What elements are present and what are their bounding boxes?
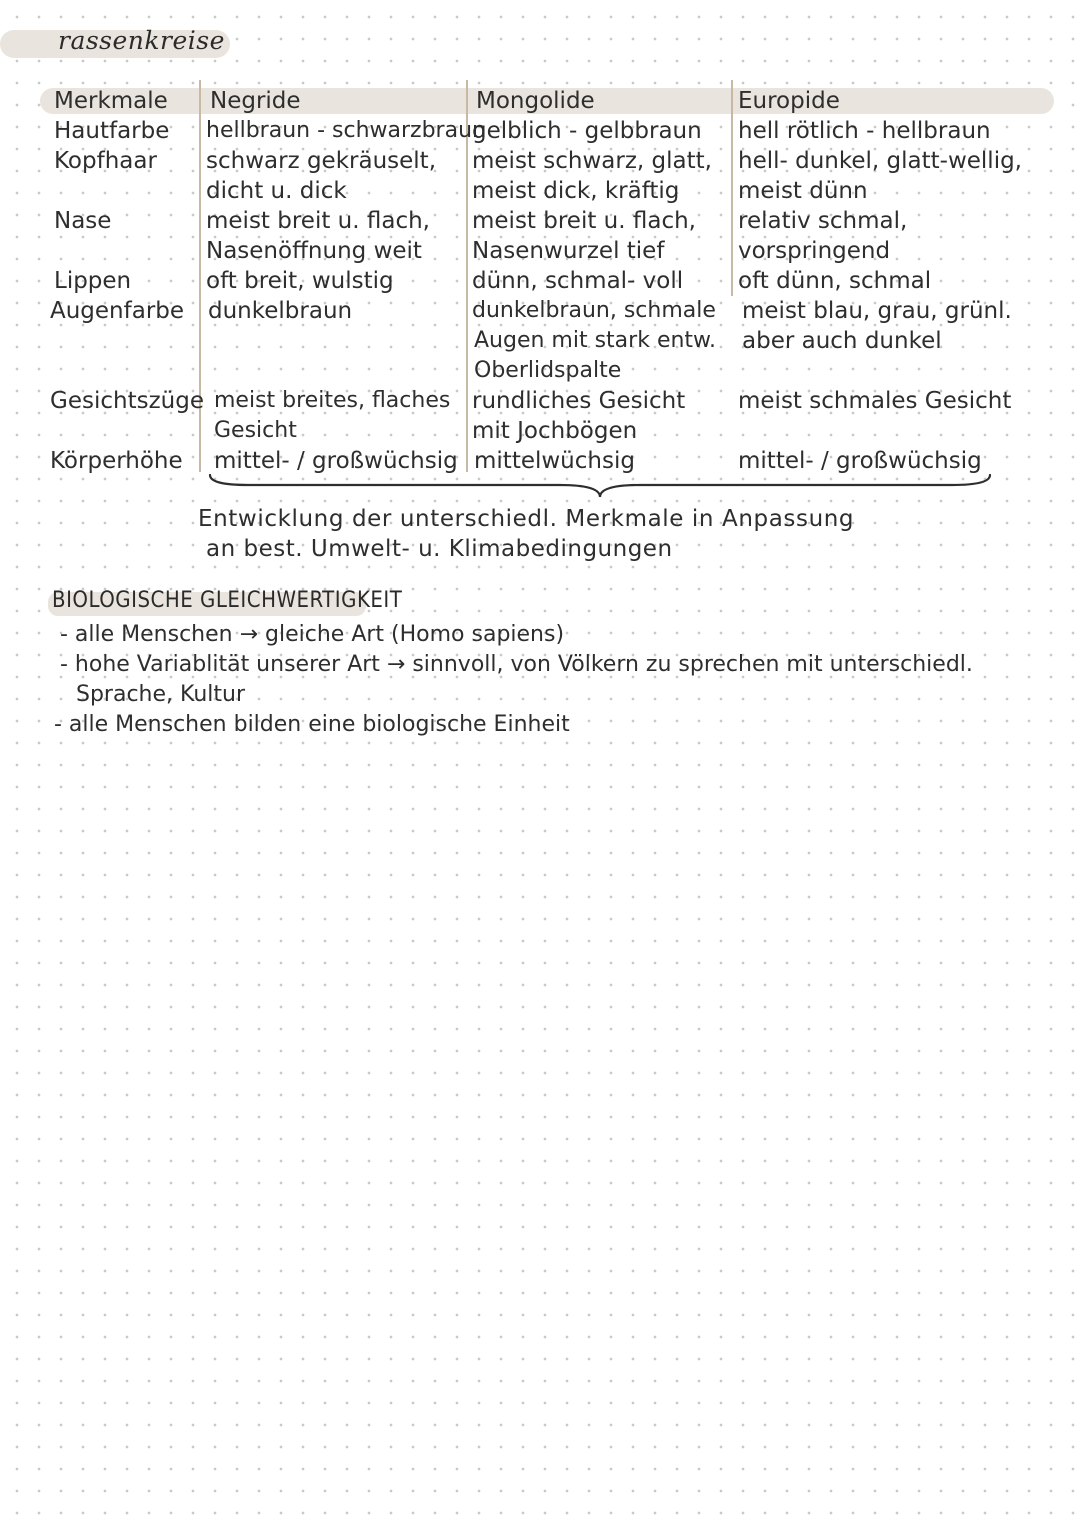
row-label: Gesichtszüge	[50, 388, 204, 414]
cell-mongolide: meist breit u. flach,	[472, 208, 696, 234]
page-title: rassenkreise	[58, 26, 225, 55]
section-line: - alle Menschen → gleiche Art (Homo sapiens)	[60, 622, 565, 647]
conclusion-line: Entwicklung der unterschiedl. Merkmale in Anpassung	[198, 506, 855, 532]
cell-mongolide: Oberlidspalte	[474, 358, 622, 383]
row-label: Lippen	[54, 268, 132, 294]
cell-negride: dunkelbraun	[208, 298, 353, 324]
section-line: - alle Menschen bilden eine biologische Einheit	[54, 712, 570, 737]
conclusion-line: an best. Umwelt- u. Klimabedingungen	[206, 536, 673, 562]
header-europide: Europide	[738, 88, 840, 114]
curly-brace	[208, 473, 992, 499]
column-divider	[731, 80, 733, 296]
cell-europide: aber auch dunkel	[742, 328, 942, 354]
row-label: Nase	[54, 208, 112, 234]
cell-europide: mittel- / großwüchsig	[738, 448, 982, 474]
cell-negride: oft breit, wulstig	[206, 268, 394, 294]
header-mongolide: Mongolide	[476, 88, 595, 114]
cell-mongolide: meist schwarz, glatt,	[472, 148, 712, 174]
cell-europide: oft dünn, schmal	[738, 268, 932, 294]
section-heading: BIOLOGISCHE GLEICHWERTIGKEIT	[52, 588, 403, 613]
row-label: Kopfhaar	[54, 148, 157, 174]
cell-europide: meist dünn	[738, 178, 868, 204]
cell-europide: hell- dunkel, glatt-wellig,	[738, 148, 1022, 174]
cell-negride: Gesicht	[214, 418, 297, 443]
cell-europide: meist schmales Gesicht	[738, 388, 1012, 414]
cell-europide: hell rötlich - hellbraun	[738, 118, 991, 144]
cell-mongolide: meist dick, kräftig	[472, 178, 680, 204]
cell-negride: meist breit u. flach,	[206, 208, 430, 234]
section-line: - hohe Variablität unserer Art → sinnvoll, von Völkern zu sprechen mit unterschiedl.	[60, 652, 973, 677]
cell-europide: meist blau, grau, grünl.	[742, 298, 1012, 324]
cell-mongolide: mittelwüchsig	[474, 448, 635, 474]
row-label: Hautfarbe	[54, 118, 170, 144]
cell-europide: relativ schmal,	[738, 208, 908, 234]
header-merkmale: Merkmale	[54, 88, 168, 114]
cell-mongolide: rundliches Gesicht	[472, 388, 686, 414]
cell-mongolide: Nasenwurzel tief	[472, 238, 665, 264]
row-label: Körperhöhe	[50, 448, 183, 474]
cell-mongolide: dünn, schmal- voll	[472, 268, 684, 294]
row-label: Augenfarbe	[50, 298, 185, 324]
cell-mongolide: dunkelbraun, schmale	[472, 298, 716, 323]
cell-negride: schwarz gekräuselt,	[206, 148, 436, 174]
cell-negride: dicht u. dick	[206, 178, 347, 204]
cell-negride: mittel- / großwüchsig	[214, 448, 458, 474]
cell-mongolide: gelblich - gelbbraun	[472, 118, 702, 144]
cell-europide: vorspringend	[738, 238, 891, 264]
cell-mongolide: mit Jochbögen	[472, 418, 638, 444]
section-line: Sprache, Kultur	[76, 682, 246, 707]
cell-negride: hellbraun - schwarzbraun	[206, 118, 486, 143]
cell-negride: Nasenöffnung weit	[206, 238, 422, 264]
cell-mongolide: Augen mit stark entw.	[474, 328, 717, 353]
cell-negride: meist breites, flaches	[214, 388, 451, 413]
header-negride: Negride	[210, 88, 301, 114]
